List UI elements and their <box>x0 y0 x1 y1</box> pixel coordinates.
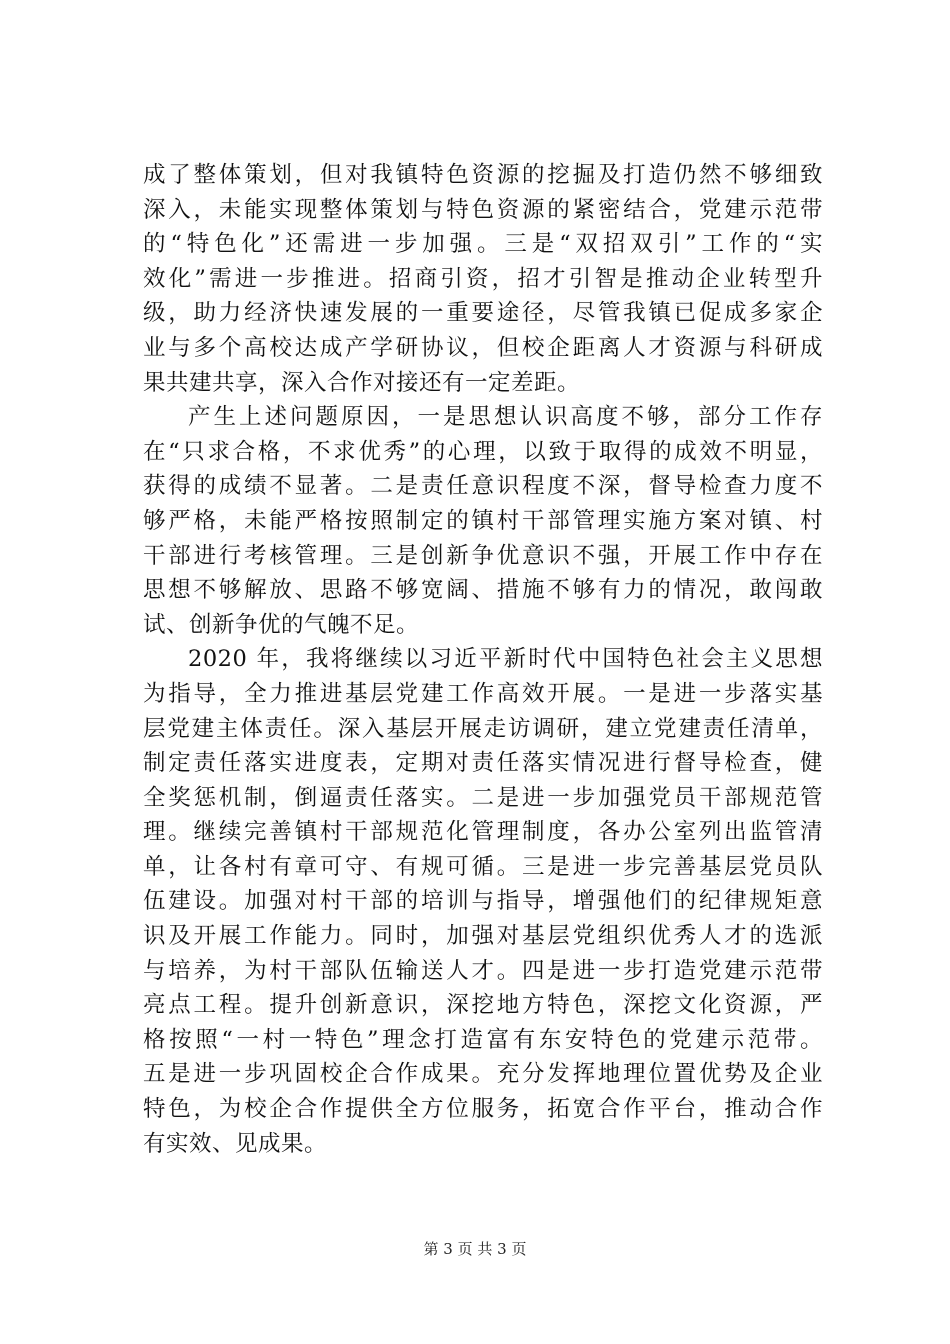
text-line: 伍建设。加强对村干部的培训与指导，增强他们的纪律规矩意 <box>143 888 823 915</box>
text-line: 单，让各村有章可守、有规可循。三是进一步完善基层党员队 <box>143 853 823 880</box>
text-line: 有实效、见成果。 <box>143 1130 328 1157</box>
text-line: 获得的成绩不显著。二是责任意识程度不深，督导检查力度不 <box>143 473 823 500</box>
text-line: 与培养，为村干部队伍输送人才。四是进一步打造党建示范带 <box>143 957 823 984</box>
text-line: 深入，未能实现整体策划与特色资源的紧密结合，党建示范带 <box>143 196 823 223</box>
text-line: 特色，为校企合作提供全方位服务，拓宽合作平台，推动合作 <box>143 1096 823 1123</box>
text-line: 思想不够解放、思路不够宽阔、措施不够有力的情况，敢闯敢 <box>143 577 823 604</box>
document-body <box>143 158 823 1161</box>
text-line: 五是进一步巩固校企合作成果。充分发挥地理位置优势及企业 <box>143 1061 823 1088</box>
text-line: 理。继续完善镇村干部规范化管理制度，各办公室列出监管清 <box>143 819 823 846</box>
text-line: 够严格，未能严格按照制定的镇村干部管理实施方案对镇、村 <box>143 507 823 534</box>
text-line: 全奖惩机制，倒逼责任落实。二是进一步加强党员干部规范管 <box>143 784 823 811</box>
text-line: 识及开展工作能力。同时，加强对基层党组织优秀人才的选派 <box>143 923 823 950</box>
text-line: 干部进行考核管理。三是创新争优意识不强，开展工作中存在 <box>143 542 823 569</box>
text-line: 2020 年，我将继续以习近平新时代中国特色社会主义思想 <box>188 646 823 673</box>
text-line: 试、创新争优的气魄不足。 <box>143 611 420 638</box>
text-line: 格按照“一村一特色”理念打造富有东安特色的党建示范带。 <box>143 1026 823 1053</box>
paragraph <box>143 400 823 642</box>
text-line: 在“只求合格，不求优秀”的心理，以致于取得的成效不明显， <box>143 438 823 465</box>
text-line: 亮点工程。提升创新意识，深挖地方特色，深挖文化资源，严 <box>143 992 823 1019</box>
text-line: 层党建主体责任。深入基层开展走访调研，建立党建责任清单， <box>143 715 823 742</box>
paragraph <box>143 158 823 400</box>
text-line: 的“特色化”还需进一步加强。三是“双招双引”工作的“实 <box>143 231 823 258</box>
text-line: 效化”需进一步推进。招商引资，招才引智是推动企业转型升 <box>143 265 823 292</box>
paragraph <box>143 642 823 1161</box>
text-line: 成了整体策划，但对我镇特色资源的挖掘及打造仍然不够细致 <box>143 162 823 188</box>
text-line: 业与多个高校达成产学研协议，但校企距离人才资源与科研成 <box>143 334 823 361</box>
page-footer: 第 3 页 共 3 页 <box>423 1240 527 1258</box>
text-line: 产生上述问题原因，一是思想认识高度不够，部分工作存 <box>188 404 823 431</box>
text-line: 为指导，全力推进基层党建工作高效开展。一是进一步落实基 <box>143 680 823 707</box>
text-line: 制定责任落实进度表，定期对责任落实情况进行督导检查，健 <box>143 750 823 777</box>
text-line: 级，助力经济快速发展的一重要途径，尽管我镇已促成多家企 <box>143 300 823 327</box>
text-line: 果共建共享，深入合作对接还有一定差距。 <box>143 369 581 396</box>
